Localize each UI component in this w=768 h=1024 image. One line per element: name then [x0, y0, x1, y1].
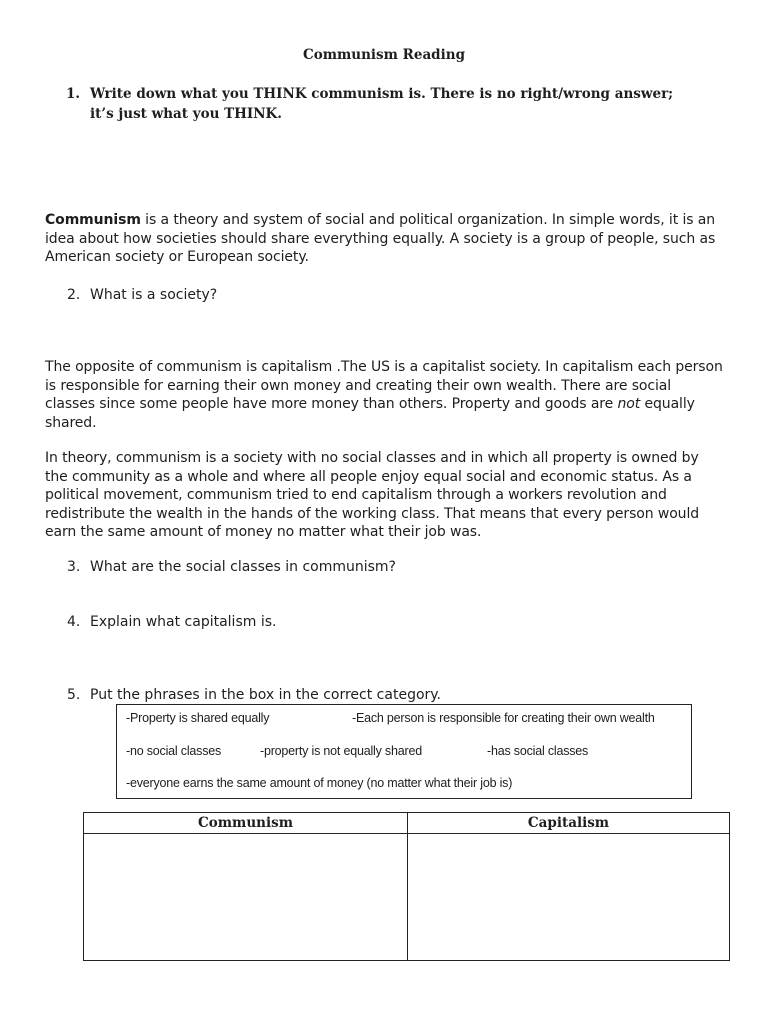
question-2: [67, 286, 217, 304]
phrase-has-social-classes: -has social classes: [487, 744, 589, 758]
question-5-text: Put the phrases in the box in the correct category.: [90, 687, 442, 703]
question-1: [66, 84, 726, 124]
question-1-line-2: it’s just what you THINK.: [90, 106, 282, 122]
capitalism-paragraph-emphasis: not: [617, 396, 641, 412]
communism-answer-cell[interactable]: [84, 834, 407, 960]
question-3-text: What are the social classes in communism?: [90, 559, 396, 575]
phrase-own-wealth: -Each person is responsible for creating their own wealth: [352, 711, 655, 725]
question-5: [67, 686, 441, 704]
question-1-line-1: Write down what you THINK communism is. There is no right/wrong answer;: [90, 86, 674, 102]
sorting-table: [83, 812, 730, 961]
communism-theory-paragraph: In theory, communism is a society with no social classes and in which all property is owned by the community as a whole and where all people enjoy equal social and economic status. As a political movement, communism tried to end capitalism through a workers revolution and redistribute the wealth in the hands of the working class. That means that every person would earn the same amount of money no matter what their job was.: [45, 450, 700, 540]
question-2-number: 2.: [67, 287, 81, 303]
capitalism-paragraph-end: equally shared.: [45, 396, 695, 431]
question-2-text: What is a society?: [90, 287, 218, 303]
page-title: Communism Reading: [302, 47, 466, 63]
capitalism-answer-cell[interactable]: [408, 834, 729, 960]
question-3: [67, 558, 396, 576]
communism-definition-paragraph: [45, 211, 725, 267]
phrase-shared-equally: -Property is shared equally: [126, 711, 270, 725]
phrase-not-equally-shared: -property is not equally shared: [260, 744, 422, 758]
phrase-no-social-classes: -no social classes: [126, 744, 222, 758]
question-3-number: 3.: [67, 559, 81, 575]
capitalism-paragraph-text: The opposite of communism is capitalism .The US is a capitalist society. In capitalism each person is responsible for earning their own money and creating their own wealth. There are social classes since some people have more money than others. Property and goods are: [45, 359, 723, 412]
communism-term: Communism: [45, 212, 141, 228]
communism-column-header: Communism: [198, 815, 293, 831]
phrase-same-money: -everyone earns the same amount of money (no matter what their job is): [126, 776, 513, 790]
question-4: [67, 613, 276, 631]
phrase-bank-box: [116, 704, 692, 799]
capitalism-paragraph: [45, 358, 725, 432]
capitalism-column-header: Capitalism: [527, 815, 610, 831]
question-1-number: 1.: [66, 86, 81, 102]
question-5-number: 5.: [67, 687, 81, 703]
communism-definition-text: is a theory and system of social and political organization. In simple words, it is an idea about how societies should share everything equally. A society is a group of people, such as American society or European society.: [45, 212, 716, 265]
question-4-number: 4.: [67, 614, 81, 630]
question-4-text: Explain what capitalism is.: [90, 614, 277, 630]
